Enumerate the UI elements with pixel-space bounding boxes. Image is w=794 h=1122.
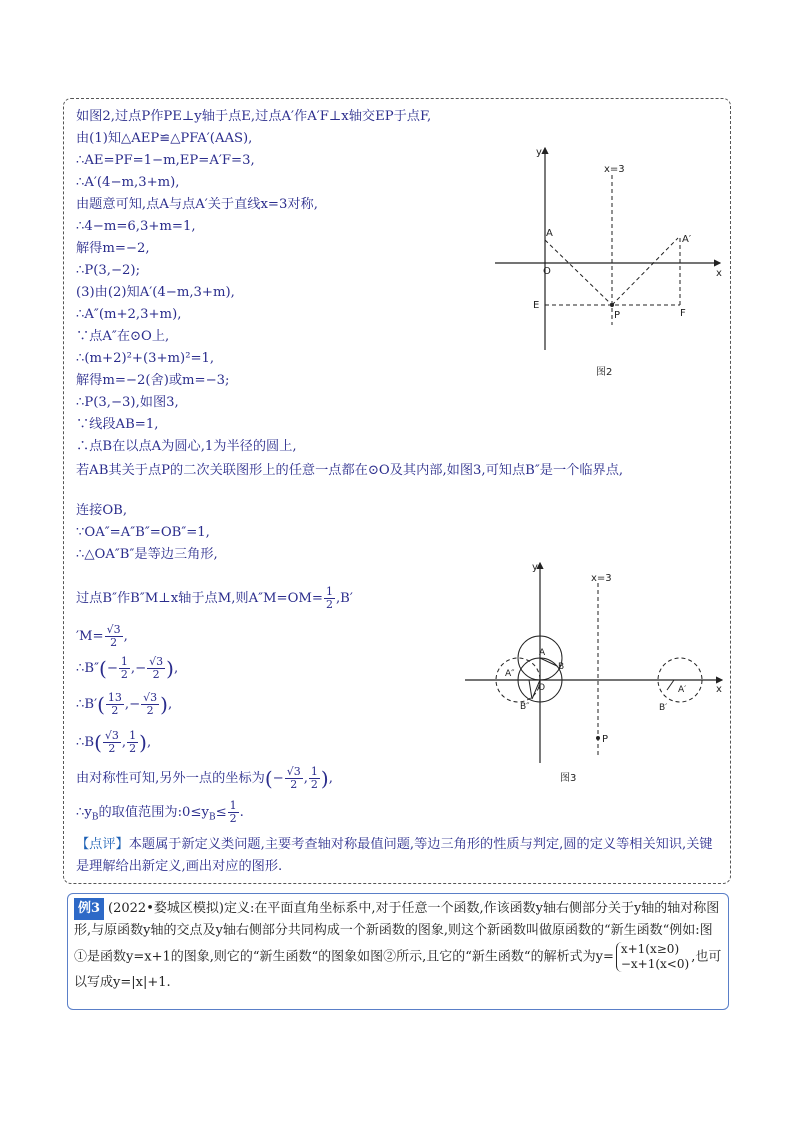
line-bm: 过点B″作B″M⊥x轴于点M,则A″M=OM= $\frac{1}{2}$ ,B′	[76, 585, 353, 611]
fig3-seg-A2B2	[529, 680, 532, 699]
figure-3	[460, 555, 730, 790]
solution-line: ∴△OA″B″是等边三角形,	[76, 547, 218, 562]
fig3-label-B-prime: B′	[659, 703, 668, 713]
solution-line: ∵OA″=A″B″=OB″=1,	[76, 525, 210, 540]
solution-line: ∴点B在以点A为圆心,1为半径的圆上,	[76, 439, 297, 454]
fig2-label-F: F	[680, 308, 686, 319]
solution-line: 解得m=−2,	[76, 241, 150, 256]
fig2-caption: 图2	[596, 367, 613, 378]
fig2-label-A: A	[546, 228, 553, 239]
fig2-label-P: P	[614, 310, 621, 321]
fig3-point-P	[596, 736, 600, 740]
solution-line: ∴AE=PF=1−m,EP=A′F=3,	[76, 153, 255, 168]
solution-line: 如图2,过点P作PE⊥y轴于点E,过点A′作A′F⊥x轴交EP于点F,	[76, 109, 432, 124]
fig3-label-y: y	[532, 562, 538, 573]
fig3-caption: 图3	[560, 773, 577, 784]
solution-line: 连接OB,	[76, 503, 128, 518]
fig2-label-E: E	[533, 300, 540, 311]
solution-line: ∴P(3,−2);	[76, 263, 141, 278]
review: 【点评】本题属于新定义类问题,主要考查轴对称最值问题,等边三角形的性质与判定,圆的定义等相关知识,关键是理解给出新定义,画出对应的图形.	[76, 837, 713, 874]
line-range: $\therefore y_B$的取值范围为$:0\le y_B\le$ $\frac{1}{2}$ .	[76, 799, 244, 825]
fig2-label-Ap: A′	[682, 234, 692, 245]
line-b-prime: ∴B′( $\frac{13}{2}$ ,− $\frac{√3}{2}$ ),	[76, 691, 173, 717]
solution-line: ∴A″(m+2,3+m),	[76, 307, 182, 322]
fig2-label-y: y	[536, 147, 542, 158]
solution-line: ∴(m+2)²+(3+m)²=1,	[76, 351, 215, 366]
solution-line: (3)由(2)知A′(4−m,3+m),	[76, 285, 235, 300]
line-b-double-prime: ∴B″(− $\frac{1}{2}$ ,− $\frac{√3}{2}$ ),	[76, 655, 179, 681]
fig3-label-A-double-prime: A″	[505, 669, 515, 679]
example-text: 例3 (2022•婺城区模拟)定义:在平面直角坐标系中,对于任意一个函数,作该函数y轴右侧部分关于y轴的轴对称图形,与原函数y轴的交点及y轴右侧部分共同构成一个新函数的图象,则这个新函数叫做原函数的“新生函数“例如:图①是函数y=x+1的图象,则它的“新生函数“的图象如图②所示,且它的“新生函数“的解析式为y= x+1(x≥0) −x+1(x<0) ,也可以写成y=|x|+1.	[74, 898, 724, 994]
line-symmetry: 由对称性可知,另外一点的坐标为(− $\frac{√3}{2}$ , $\frac{1}{2}$ ),	[76, 765, 333, 791]
fig3-label-x3: x=3	[591, 573, 612, 584]
example-badge: 例3	[74, 898, 104, 920]
solution-line: ∵点A″在⊙O上,	[76, 329, 170, 344]
fig3-label-B-double-prime: B″	[520, 702, 530, 712]
line-bm2: ′M= $\frac{√3}{2}$ ,	[76, 623, 128, 649]
solution-line: ∴4−m=6,3+m=1,	[76, 219, 196, 234]
fig2-seg-PA1	[612, 238, 678, 305]
solution-line: ∴A′(4−m,3+m),	[76, 175, 180, 190]
figure-2	[490, 140, 730, 380]
fig3-label-B: B	[558, 662, 565, 672]
line-b: ∴B( $\frac{√3}{2}$ , $\frac{1}{2}$ ),	[76, 729, 152, 755]
piecewise-brace: x+1(x≥0) −x+1(x<0)	[616, 942, 689, 972]
fig3-label-A-prime: A′	[678, 685, 687, 695]
fig3-label-O: O	[538, 683, 546, 693]
fig2-label-O: O	[543, 266, 551, 277]
fig3-label-A: A	[539, 648, 546, 658]
solution-line: 由题意可知,点A与点A′关于直线x=3对称,	[76, 197, 318, 212]
solution-line: 由(1)知△AEP≌△PFA′(AAS),	[76, 131, 253, 146]
fig3-label-x: x	[716, 684, 722, 695]
frac-half: $\frac{1}{2}$	[325, 585, 333, 611]
frac-sqrt3-2: $\frac{√3}{2}$	[106, 623, 121, 649]
example-box	[67, 893, 729, 1010]
fig2-label-x: x	[716, 268, 722, 279]
fig2-seg-AP	[545, 240, 612, 305]
solution-line: ∵线段AB=1,	[76, 417, 159, 432]
fig3-seg-A1B1	[667, 680, 674, 690]
solution-line: 解得m=−2(舍)或m=−3;	[76, 373, 230, 388]
fig2-label-x3: x=3	[604, 164, 625, 175]
fig3-label-P: P	[602, 734, 609, 745]
solution-line: ∴P(3,−3),如图3,	[76, 395, 179, 410]
fig2-point-P	[610, 303, 614, 307]
solution-line: 若AB其关于点P的二次关联图形上的任意一点都在⊙O及其内部,如图3,可知点B″是一个临界点,	[76, 463, 624, 478]
